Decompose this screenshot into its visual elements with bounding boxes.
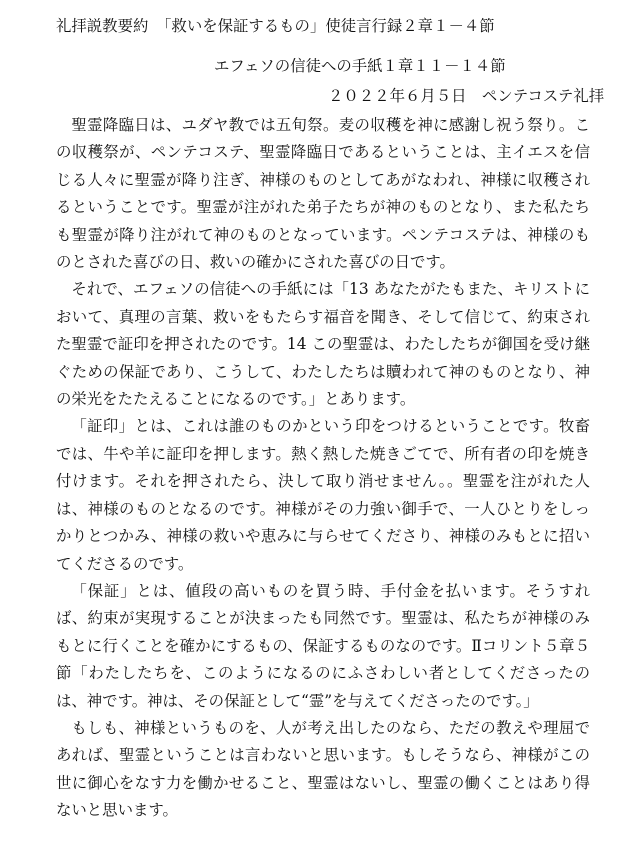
paragraph-1: 聖霊降臨日は、ユダヤ教では五旬祭。麦の収穫を神に感謝し祝う祭り。この収穫祭が、ペンテコステ、聖霊降臨日であるということは、主イエスを信じる人々に聖霊が降り注ぎ、神様のものとしてあがなわれ、神様に収穫されるということです。聖霊が注がれた弟子たちが神のものとなり、また私たちも聖霊が降り注がれて神のものとなっています。ペンテコステは、神様のものとされた喜びの日、救いの確かにされた喜びの日です。	[56, 116, 590, 272]
paragraph-2: それで、エフェソの信徒への手紙には「13 あなたがたもまた、キリストにおいて、真理の言葉、救いをもたらす福音を聞き、そして信じて、約束された聖霊で証印を押されたのです。14 この聖霊は、わたしたちが御国を受け継ぐための保証であり、こうして、わたしたちは贖われて神のものとなり、神の栄光をたたえることになるのです。」とあります。	[56, 280, 590, 409]
service-date: ２０２２年６月５日 ペンテコステ礼拝	[328, 87, 605, 105]
sermon-body	[56, 112, 590, 825]
paragraph-3: 「証印」とは、これは誰のものかという印をつけるということです。牧畜では、牛や羊に証印を押します。熱く熱した焼きごてで、所有者の印を焼き付けます。それを押されたら、決して取り消せません。。聖霊を注がれた人は、神様のものとなるのです。神様がその力強い御手で、一人ひとりをしっかりとつかみ、神様の救いや恵みに与らせてくださり、神様のみもとに招いてくださるのです。	[56, 417, 590, 573]
paragraph-4: 「保証」とは、値段の高いものを買う時、手付金を払います。そうすれば、約束が実現することが決まったも同然です。聖霊は、私たちが神様のみもとに行くことを確かにするもの、保証するものなのです。Ⅱコリント５章５節「わたしたちを、このようになるのにふさわしい者としてくださったのは、神です。神は、その保証として“霊”を与えてくださったのです。」	[56, 581, 590, 710]
sermon-title: 礼拝説教要約 「救いを保証するもの」使徒言行録２章１－４節	[56, 17, 495, 35]
scripture-reference: エフェソの信徒への手紙１章１１－１４節	[214, 57, 506, 75]
paragraph-5: もしも、神様というものを、人が考え出したのなら、ただの教えや理屈であれば、聖霊ということは言わないと思います。もしそうなら、神様がこの世に御心をなす力を働かせること、聖霊はないし、聖霊の働くことはあり得ないと思います。	[56, 718, 590, 820]
